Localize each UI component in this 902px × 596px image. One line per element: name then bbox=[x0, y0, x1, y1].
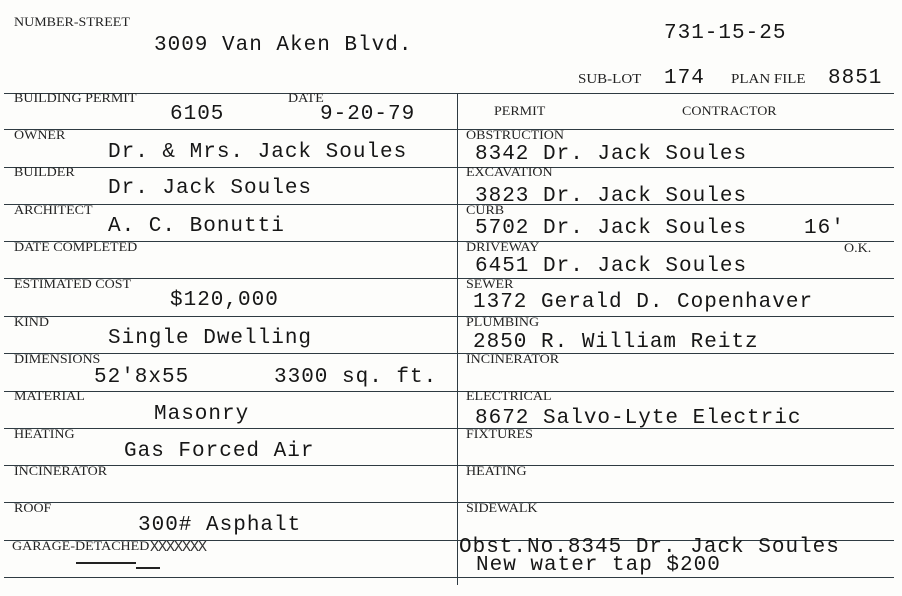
material-label: MATERIAL bbox=[14, 390, 85, 404]
garage-underline bbox=[136, 567, 160, 569]
sublot-value: 174 bbox=[664, 67, 705, 90]
plan-file-label: PLAN FILE bbox=[731, 72, 806, 87]
rule-top bbox=[4, 93, 894, 94]
owner-value: Dr. & Mrs. Jack Soules bbox=[108, 141, 408, 164]
kind-value: Single Dwelling bbox=[108, 327, 313, 350]
permit-header: PERMIT bbox=[494, 105, 546, 119]
owner-label: OWNER bbox=[14, 129, 66, 143]
area-value: 3300 sq. ft. bbox=[274, 366, 438, 389]
kind-label: KIND bbox=[14, 316, 49, 330]
driveway-note: O.K. bbox=[844, 242, 872, 256]
architect-label: ARCHITECT bbox=[14, 204, 93, 218]
rule bbox=[4, 129, 894, 130]
permit-date-label: DATE bbox=[288, 92, 324, 106]
estimated-cost-value: $120,000 bbox=[170, 289, 279, 312]
excavation-value: 3823 Dr. Jack Soules bbox=[475, 185, 748, 208]
right-heating-label: HEATING bbox=[466, 465, 527, 479]
rule bbox=[4, 391, 894, 392]
sewer-label: SEWER bbox=[466, 278, 514, 292]
right-incinerator-label: INCINERATOR bbox=[466, 353, 560, 367]
plan-file-value: 8851 bbox=[828, 67, 883, 90]
incinerator-label: INCINERATOR bbox=[14, 465, 108, 479]
building-permit-label: BUILDING PERMIT bbox=[14, 92, 137, 106]
rule bbox=[4, 502, 894, 503]
electrical-value: 8672 Salvo-Lyte Electric bbox=[475, 407, 802, 430]
notes-line-1: Obst.No.8345 Dr. Jack Soules bbox=[459, 536, 840, 559]
builder-label: BUILDER bbox=[14, 166, 75, 180]
roof-value: 300# Asphalt bbox=[138, 514, 302, 537]
garage-underline bbox=[76, 562, 136, 564]
rule bbox=[4, 465, 894, 466]
building-permit-value: 6105 bbox=[170, 103, 225, 126]
driveway-value: 6451 Dr. Jack Soules bbox=[475, 255, 748, 278]
plumbing-label: PLUMBING bbox=[466, 316, 540, 330]
sublot-label: SUB-LOT bbox=[578, 72, 642, 87]
rule bbox=[4, 204, 894, 205]
garage-struck-value: XXXXXXX bbox=[150, 539, 207, 556]
heating-label: HEATING bbox=[14, 428, 75, 442]
rule bbox=[4, 241, 894, 242]
dimensions-label: DIMENSIONS bbox=[14, 353, 101, 367]
builder-value: Dr. Jack Soules bbox=[108, 177, 313, 200]
parcel-number: 731-15-25 bbox=[664, 22, 787, 45]
permit-date-value: 9-20-79 bbox=[320, 103, 416, 126]
sewer-value: 1372 Gerald D. Copenhaver bbox=[473, 291, 814, 314]
rule-bottom bbox=[4, 577, 894, 578]
notes-line-2: New water tap $200 bbox=[476, 554, 721, 577]
dimensions-value: 52'8x55 bbox=[94, 366, 190, 389]
rule bbox=[4, 316, 894, 317]
electrical-label: ELECTRICAL bbox=[466, 390, 552, 404]
curb-value: 5702 Dr. Jack Soules bbox=[475, 217, 748, 240]
sidewalk-label: SIDEWALK bbox=[466, 502, 538, 516]
obstruction-value: 8342 Dr. Jack Soules bbox=[475, 143, 748, 166]
garage-label: GARAGE-DETACHED bbox=[12, 540, 150, 554]
curb-extra: 16' bbox=[804, 217, 845, 240]
fixtures-label: FIXTURES bbox=[466, 428, 533, 442]
number-street-label: NUMBER-STREET bbox=[14, 16, 130, 30]
estimated-cost-label: ESTIMATED COST bbox=[14, 278, 132, 292]
driveway-label: DRIVEWAY bbox=[466, 241, 540, 255]
plumbing-value: 2850 R. William Reitz bbox=[473, 331, 759, 354]
date-completed-label: DATE COMPLETED bbox=[14, 241, 138, 255]
rule bbox=[4, 167, 894, 168]
rule bbox=[4, 353, 894, 354]
rule bbox=[4, 278, 894, 279]
address-value: 3009 Van Aken Blvd. bbox=[154, 34, 413, 57]
material-value: Masonry bbox=[154, 403, 250, 426]
curb-label: CURB bbox=[466, 204, 505, 218]
heating-value: Gas Forced Air bbox=[124, 440, 315, 463]
excavation-label: EXCAVATION bbox=[466, 166, 553, 180]
column-divider bbox=[457, 93, 458, 585]
roof-label: ROOF bbox=[14, 502, 52, 516]
contractor-header: CONTRACTOR bbox=[682, 105, 777, 119]
obstruction-label: OBSTRUCTION bbox=[466, 129, 565, 143]
architect-value: A. C. Bonutti bbox=[108, 215, 285, 238]
